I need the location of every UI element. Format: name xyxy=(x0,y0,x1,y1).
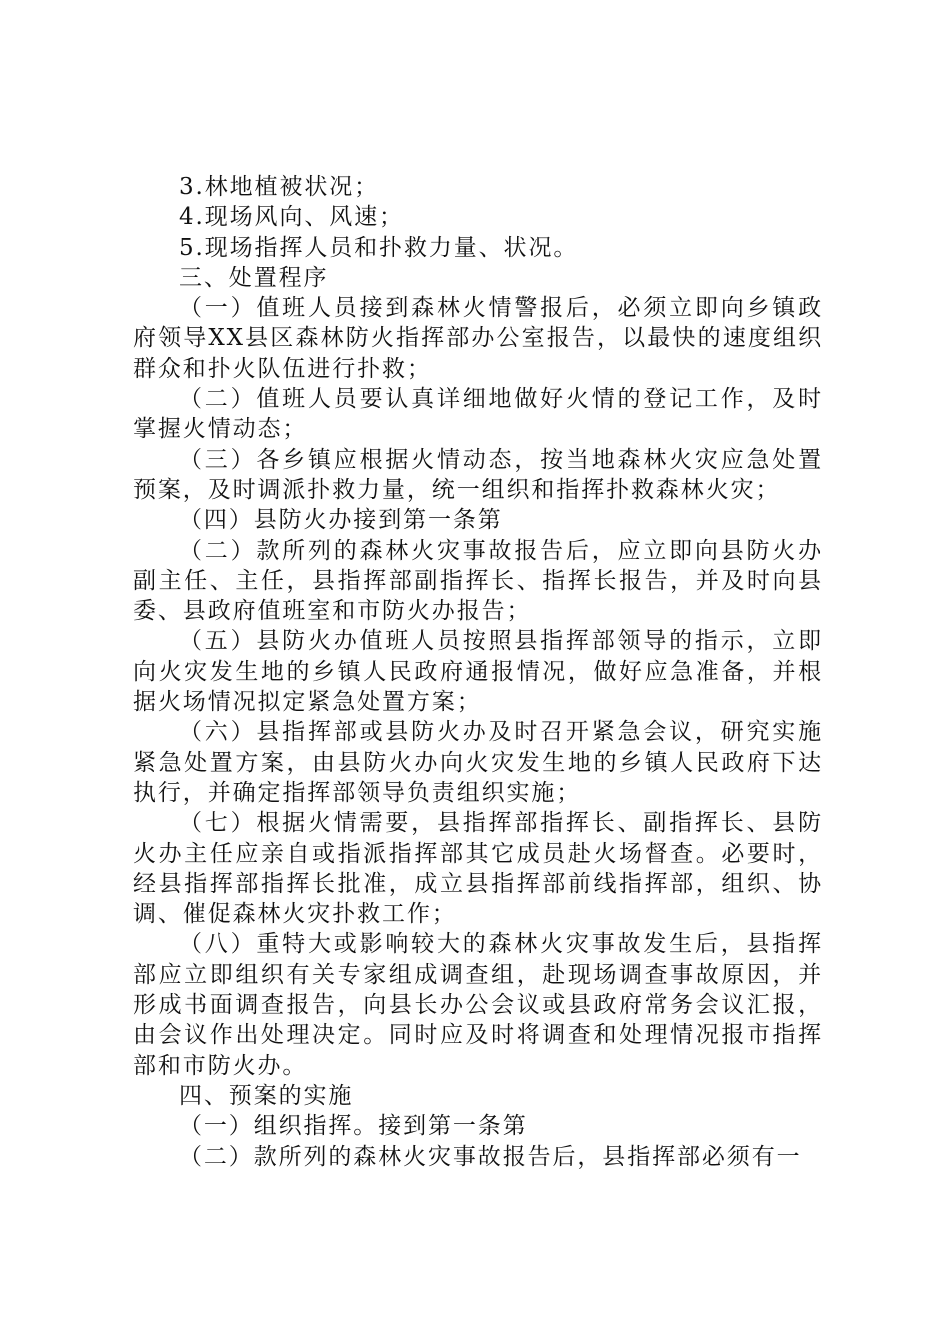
section-heading: 四、预案的实施 xyxy=(179,1082,354,1109)
paragraph: （一）组织指挥。接到第一条第 xyxy=(179,1113,528,1140)
paragraph: （一）值班人员接到森林火情警报后，必须立即向乡镇政府领导XX县区森林防火指挥部办公室报告，以最快的速度组织群众和扑火队伍进行扑救； xyxy=(133,295,823,382)
paragraph: （二）值班人员要认真详细地做好火情的登记工作，及时掌握火情动态； xyxy=(133,386,823,443)
paragraph: （二）款所列的森林火灾事故报告后，应立即向县防火办副主任、主任，县指挥部副指挥长、指挥长报告，并及时向县委、县政府值班室和市防火办报告； xyxy=(133,537,823,625)
paragraph: （七）根据火情需要，县指挥部指挥长、副指挥长、县防火办主任应亲自或指派指挥部其它成员赴火场督查。必要时，经县指挥部指挥长批准，成立县指挥部前线指挥部，组织、协调、催促森林火灾扑救工作； xyxy=(133,810,823,928)
paragraph: （八）重特大或影响较大的森林火灾事故发生后，县指挥部应立即组织有关专家组成调查组，赴现场调查事故原因，并形成书面调查报告，向县长办公会议或县政府常务会议汇报，由会议作出处理决定。同时应及时将调查和处理情况报市指挥部和市防火办。 xyxy=(133,931,823,1079)
paragraph: 4.现场风向、风速； xyxy=(179,204,404,231)
paragraph: （五）县防火办值班人员按照县指挥部领导的指示，立即向火灾发生地的乡镇人民政府通报情况，做好应急准备，并根据火场情况拟定紧急处置方案； xyxy=(133,628,823,716)
paragraph: 5.现场指挥人员和扑救力量、状况。 xyxy=(179,234,579,261)
paragraph: （三）各乡镇应根据火情动态，按当地森林火灾应急处置预案，及时调派扑救力量，统一组织和指挥扑救森林火灾； xyxy=(133,446,823,503)
paragraph: （六）县指挥部或县防火办及时召开紧急会议，研究实施紧急处置方案，由县防火办向火灾发生地的乡镇人民政府下达执行，并确定指挥部领导负责组织实施； xyxy=(133,719,823,806)
section-heading: 三、处置程序 xyxy=(179,264,329,291)
paragraph: 3.林地植被状况； xyxy=(179,174,380,200)
document-body xyxy=(133,172,823,1172)
paragraph: （二）款所列的森林火灾事故报告后，县指挥部必须有一 xyxy=(179,1143,802,1170)
paragraph: （四）县防火办接到第一条第 xyxy=(179,507,503,534)
